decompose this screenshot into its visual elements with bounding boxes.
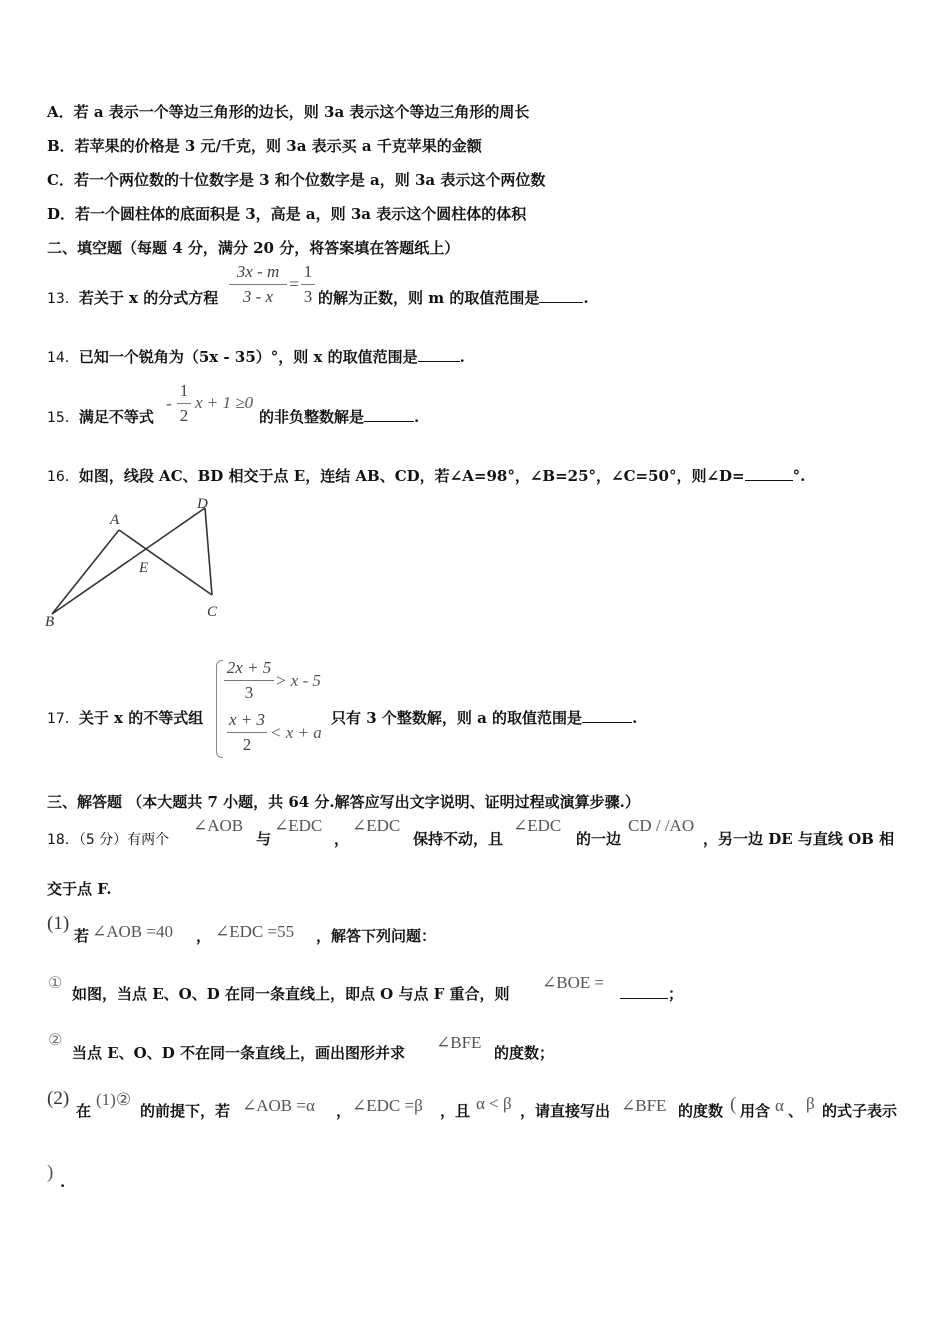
q18-sub1-text: 如图，当点 E、O、D 在同一条直线上，即点 O 与点 F 重合，则 [72,985,510,1003]
q18-with: 与 [256,830,272,848]
q15-end: . [414,408,420,426]
q13-end: . [583,289,589,307]
q18-part2-at: 在 [76,1102,92,1120]
q18-part2-and: ，且 [440,1102,471,1120]
section-2-title: 二、填空题（每题 4 分，满分 20 分，将答案填在答题纸上） [47,239,460,257]
q16-end: °. [792,467,806,485]
section-3-title: 三、解答题 （本大题共 7 小题，共 64 分.解答应写出文字说明、证明过程或演算步骤.） [47,793,640,811]
q17-end: . [632,709,638,727]
q18-part1-if: 若 [74,927,90,945]
q14-line [47,347,465,368]
q16-text: 如图，线段 AC、BD 相交于点 E，连结 AB、CD，若∠A=98°，∠B=25°，∠C=50°，则∠D= [78,467,745,485]
answer-blank [539,288,583,303]
point-label-d: D [197,496,208,512]
q18-part2-expr: 的式子表示 [822,1102,898,1120]
q18-part1-comma: ， [196,927,212,945]
q13-prefix: 若关于 x 的分式方程 [78,289,219,307]
q18-part2-bfe: ∠BFE [621,1096,667,1115]
fraction-bar [229,284,287,285]
q18-sub2-marker: ② [48,1030,63,1049]
q16-line [47,466,805,487]
q15-frac-denominator: 2 [179,406,189,425]
q18-edc-3: ∠EDC [513,816,562,835]
q18-part2-sep: 、 [788,1102,804,1120]
q18-line-1 [47,829,169,850]
fraction-bar [227,732,267,733]
q18-sub2-end: 的度数； [494,1044,555,1062]
q17-number: 17． [47,711,79,727]
fraction-bar [301,284,315,285]
q18-part1-label: (1) [47,913,70,934]
q13-suffix: 的解为正数，则 m 的取值范围是 [318,289,540,307]
answer-blank [620,984,668,999]
q13-frac-denominator: 3 - x [242,287,274,306]
q17-row2-rhs: < x + a [270,723,322,742]
q18-keep: 保持不动，且 [413,830,504,848]
q13-frac-numerator: 3x - m [236,262,280,281]
q18-part1-edc: ∠EDC =55 [215,922,295,941]
system-brace [216,660,223,758]
q18-part2-comma: ， [336,1102,352,1120]
q18-part2-degree: 的度数 [678,1102,724,1120]
q17-prefix: 关于 x 的不等式组 [78,709,204,727]
q15-expression: x + 1 ≥0 [195,393,254,412]
q15-minus: - [166,394,172,413]
q18-part2-alpha: α [775,1096,784,1115]
q15-number: 15． [47,410,79,426]
fraction-bar [224,680,274,681]
q13-fraction [229,262,287,307]
q15-suffix-line [259,407,419,427]
q15-prefix: 满足不等式 [78,408,154,426]
q18-part2-label: (2) [47,1088,70,1109]
q16-figure [40,490,240,630]
q14-end: . [459,348,465,366]
fraction-bar [177,403,191,404]
q18-part2-ref: (1)② [96,1090,132,1109]
q18-edc: ∠EDC [274,816,323,835]
q18-sub1-boe: ∠BOE = [542,973,605,992]
q18-part2-open-paren: ( [730,1094,737,1115]
q17-row1-fraction [224,658,274,703]
point-label-b: B [45,614,55,630]
q18-part2-aob: ∠AOB =α [242,1096,315,1115]
q17-r1-denominator: 3 [244,683,254,702]
q18-line-2: 交于点 F. [47,880,112,898]
answer-blank [418,347,460,362]
q17-suffix: 只有 3 个整数解，则 a 的取值范围是 [331,709,583,727]
point-label-a: A [110,512,120,528]
q15-frac-numerator: 1 [179,381,189,400]
q13-rhs-denominator: 3 [303,287,313,306]
q15-fraction [177,381,191,426]
q18-edc-2: ∠EDC [352,816,401,835]
q18-side: 的一边 [576,830,622,848]
q17-r2-denominator: 2 [242,735,252,754]
q13-suffix-line [318,288,589,308]
q15-line [47,407,154,428]
q17-row2-fraction [227,710,267,755]
q18-part1-rest: ，解答下列问题： [316,927,437,945]
q18-sub1-marker: ① [48,973,63,992]
q18-cd-parallel-ao: CD / /AO [628,816,695,835]
q13-line [47,288,218,309]
q16-number: 16． [47,469,79,485]
q17-suffix-line [331,708,637,728]
q17-r1-numerator: 2x + 5 [226,658,272,677]
point-label-c: C [207,604,218,620]
segment-ac [119,530,212,595]
q15-suffix: 的非负整数解是 [259,408,365,426]
answer-blank [582,708,632,723]
q18-part2-compare: α < β [476,1094,512,1113]
q18-other-side: ，另一边 DE 与直线 OB 相 [703,830,895,848]
answer-blank [364,407,414,422]
answer-blank [745,466,793,481]
q14-text: 已知一个锐角为（5x - 35）°，则 x 的取值范围是 [78,348,418,366]
q18-sub1-answer [620,984,683,1004]
q18-number: 18． [47,832,79,848]
q18-comma: ， [334,830,350,848]
q14-number: 14． [47,350,79,366]
q18-sub2-text: 当点 E、O、D 不在同一条直线上，画出图形并求 [72,1044,405,1062]
q18-part2-use: 用含 [740,1102,771,1120]
q17-row1-rhs: > x - 5 [275,671,321,690]
q18-sub1-end: ； [668,985,684,1003]
q13-rhs-numerator: 1 [303,262,313,281]
q18-part2-close-paren: ) [47,1162,54,1183]
q13-rhs-fraction [301,262,315,307]
option-b: B．若苹果的价格是 3 元/千克，则 3a 表示买 a 千克苹果的金额 [47,137,482,155]
q13-number: 13． [47,291,79,307]
point-label-e: E [139,560,149,576]
q18-part2-edc: ∠EDC =β [352,1096,423,1115]
q18-part2-beta: β [806,1094,815,1113]
segment-bd [52,508,205,614]
q17-line [47,708,203,729]
q13-equals: = [289,274,300,294]
q18-aob: ∠AOB [193,816,244,835]
option-d: D．若一个圆柱体的底面积是 3，高是 a，则 3a 表示这个圆柱体的体积 [47,205,527,223]
q18-score: （5 分）有两个 [78,832,170,848]
q18-sub2-bfe: ∠BFE [436,1033,482,1052]
option-a: A．若 a 表示一个等边三角形的边长，则 3a 表示这个等边三角形的周长 [47,103,530,121]
segment-ab [52,530,119,614]
q18-part2-dot: . [60,1173,66,1191]
segment-dc [205,508,212,595]
q17-r2-numerator: x + 3 [228,710,266,729]
option-c: C．若一个两位数的十位数字是 3 和个位数字是 a，则 3a 表示这个两位数 [47,171,546,189]
q18-part2-ask: ，请直接写出 [520,1102,611,1120]
q18-part2-text: 的前提下，若 [140,1102,231,1120]
q18-part1-aob: ∠AOB =40 [92,922,173,941]
